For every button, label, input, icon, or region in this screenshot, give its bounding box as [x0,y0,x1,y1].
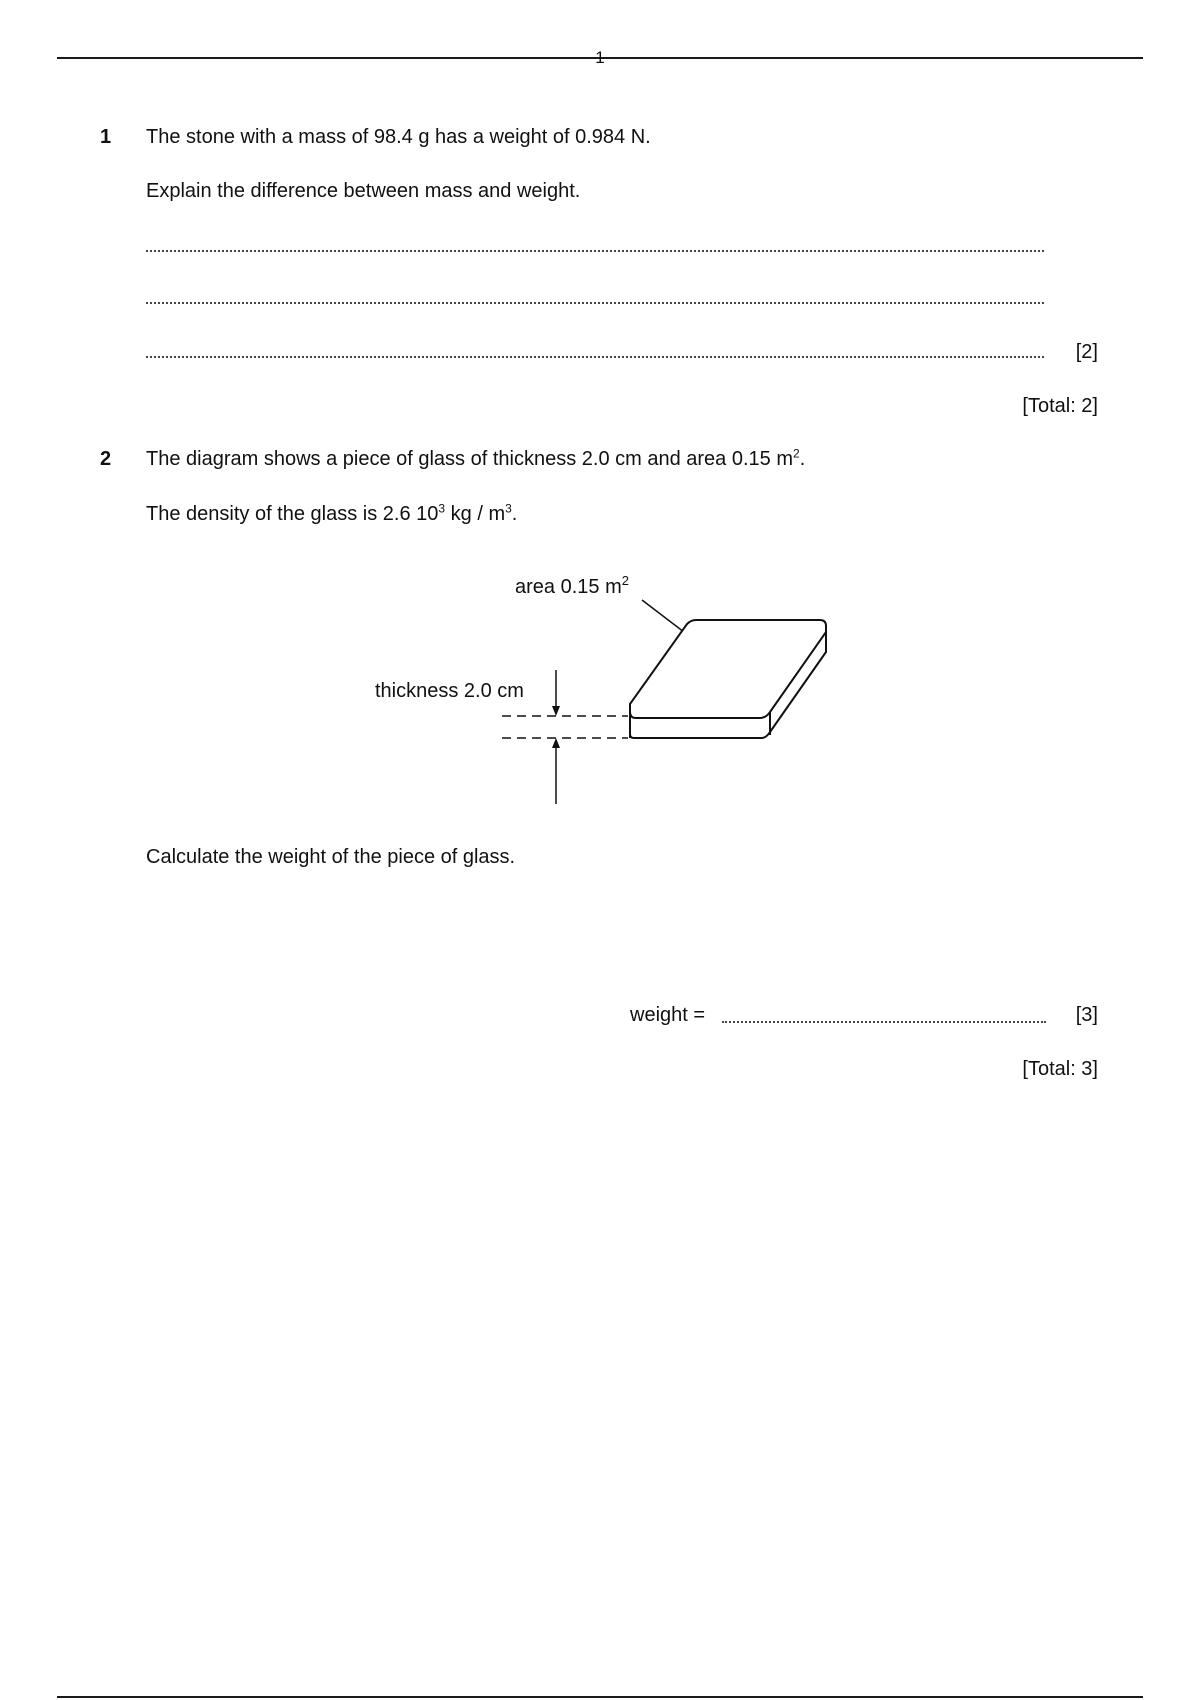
footer-rule [57,1696,1143,1698]
thickness-arrowhead-top [552,706,560,716]
question-2-instruction: Calculate the weight of the piece of glass. [146,846,516,868]
weight-answer-line[interactable] [722,1021,1046,1023]
question-1-marks: [2] [1075,341,1098,363]
question-1-number: 1 [100,126,112,148]
page-number: 1 [595,48,605,67]
question-2-density: The density of the glass is 2.6 $10^3$ kg / $m^3$. [146,501,518,525]
slab-top-face [630,620,826,718]
answer-line-1[interactable] [146,250,1044,252]
question-1-total: [Total: 2] [1022,395,1098,417]
answer-line-2[interactable] [146,302,1044,304]
question-2-number: 2 [100,448,112,470]
question-2-statement: The diagram shows a piece of glass of thickness 2.0 cm and area 0.15 $m^2$. [146,446,806,470]
question-1-statement: The stone with a mass of 98.4 g has a weight of 0.984 N. [146,126,651,148]
thickness-label: thickness 2.0 cm [375,680,524,702]
weight-answer-label: weight = [630,1004,706,1026]
glass-slab-diagram [360,560,840,810]
thickness-arrowhead-bottom [552,738,560,748]
question-2-total: [Total: 3] [1022,1058,1098,1080]
question-2-marks: [3] [1075,1004,1098,1026]
area-label: area 0.15 $m^2$ [515,573,629,598]
answer-line-3[interactable] [146,356,1044,358]
question-1-prompt: Explain the difference between mass and weight. [146,180,581,202]
